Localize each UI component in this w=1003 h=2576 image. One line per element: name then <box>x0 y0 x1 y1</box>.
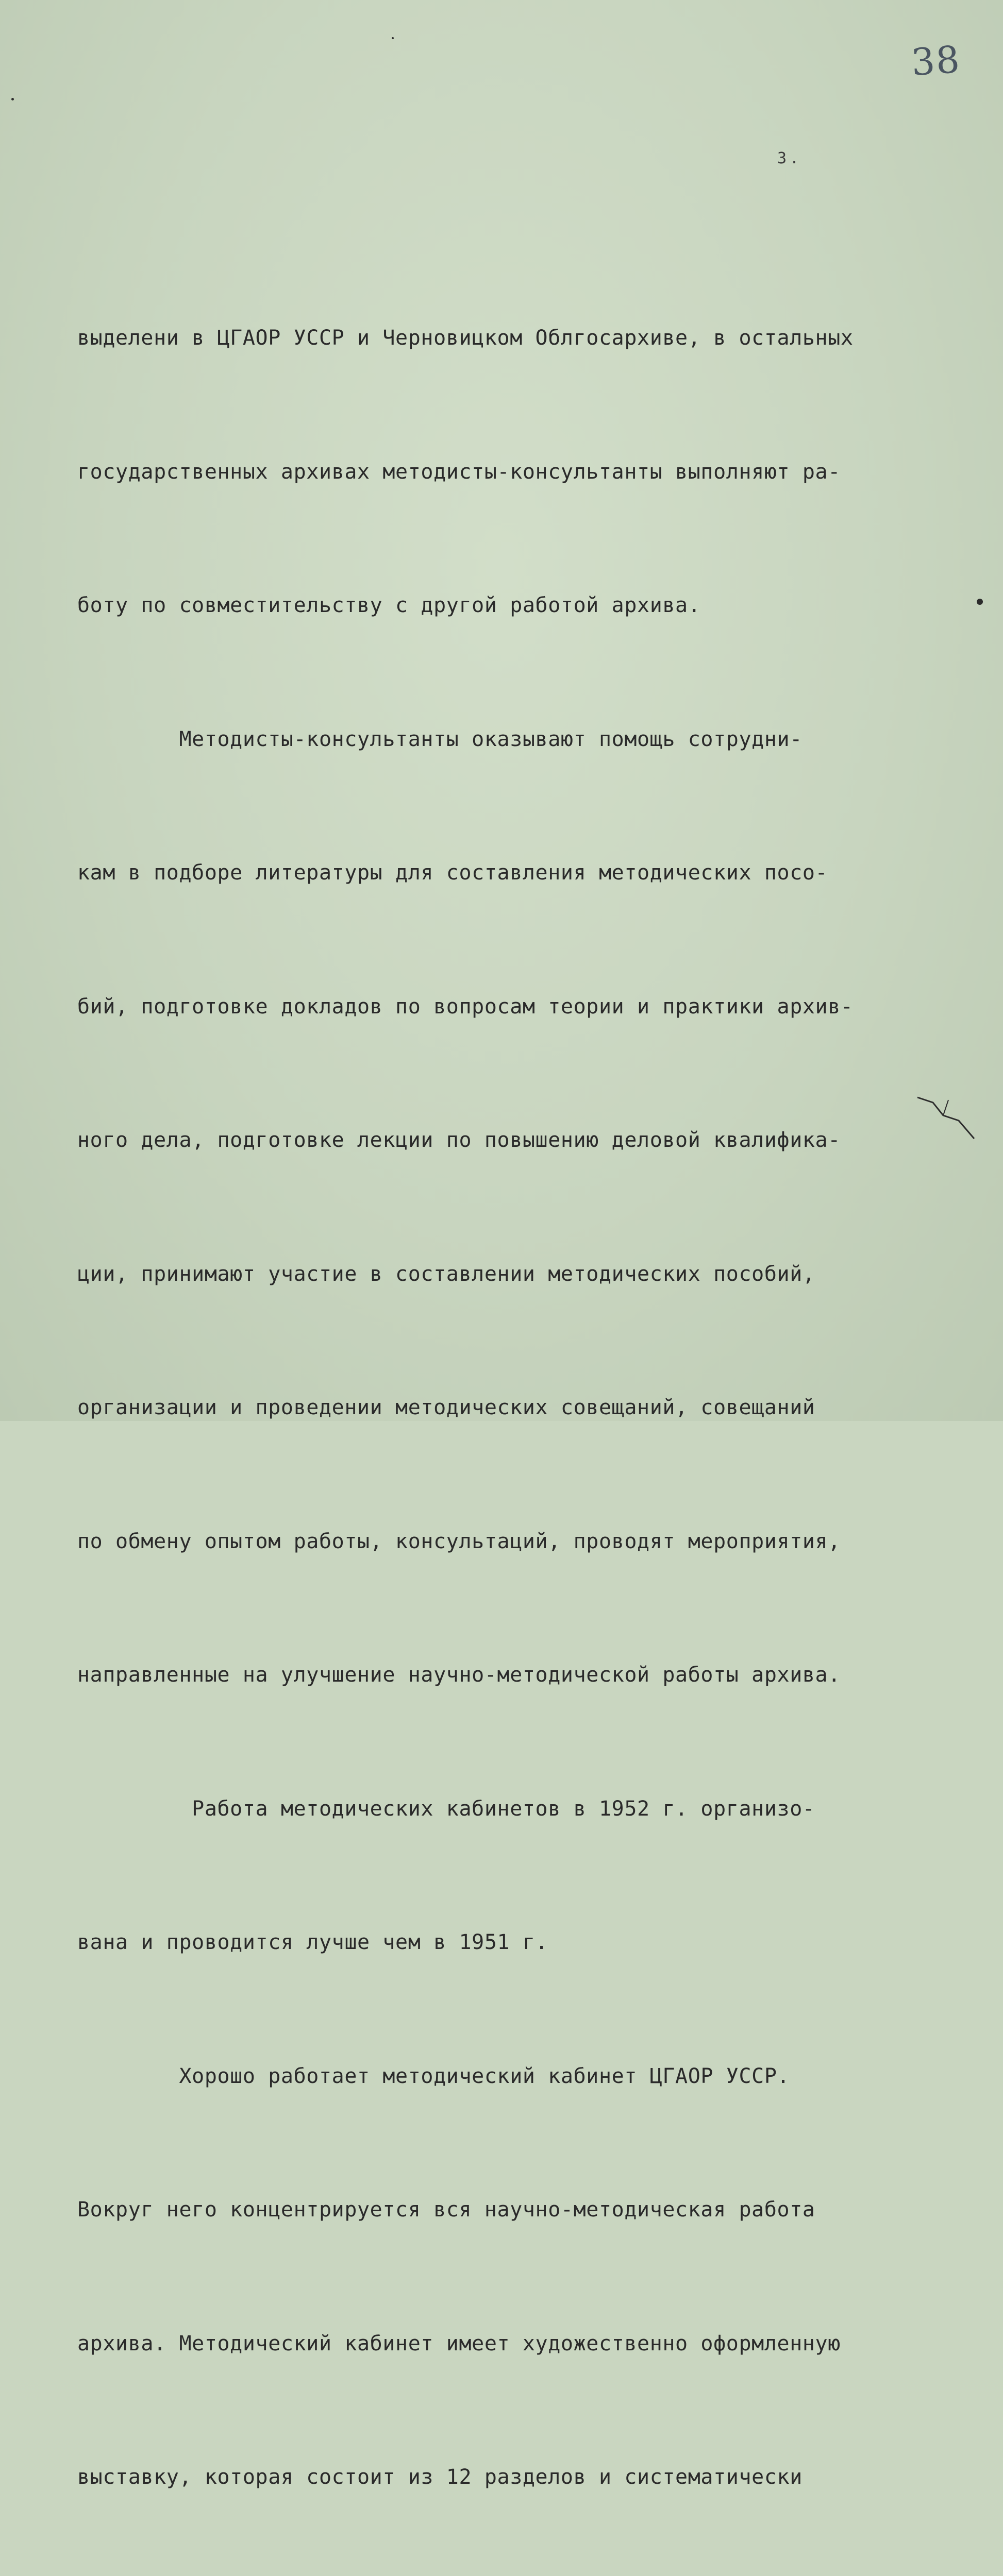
text-line: выделени в ЦГАОР УССР и Черновицком Облгосархиве, в остальных <box>77 326 854 350</box>
text-line: ного дела, подготовке лекции по повышению деловой квалифика- <box>77 1128 841 1152</box>
typewritten-body <box>77 227 954 2576</box>
paper-tear-mark <box>912 1087 984 1149</box>
ink-speck <box>977 599 983 605</box>
text-line: государственных архивах методисты-консультанты выполняют ра- <box>77 460 841 484</box>
text-line: архива. Методический кабинет имеет художественно оформленную <box>77 2331 841 2355</box>
ink-speck <box>392 37 394 39</box>
text-line: по обмену опытом работы, консультаций, проводят мероприятия, <box>77 1529 841 1553</box>
text-line: ции, принимают участие в составлении методических пособий, <box>77 1262 815 1286</box>
text-line: Методисты-консультанты оказывают помощь сотрудни- <box>77 727 803 751</box>
text-line: кам в подборе литературы для составления методических посо- <box>77 861 828 885</box>
text-line: бий, подготовке докладов по вопросам теории и практики архив- <box>77 994 854 1019</box>
text-line: Работа методических кабинетов в 1952 г. организо- <box>77 1797 815 1821</box>
text-line: направленные на улучшение научно-методической работы архива. <box>77 1663 841 1687</box>
ink-speck <box>11 98 14 100</box>
text-line: выставку, которая состоит из 12 разделов и систематически <box>77 2465 803 2489</box>
text-line: Хорошо работает методический кабинет ЦГАОР УССР. <box>77 2064 790 2088</box>
text-line: боту по совместительству с другой работой архива. <box>77 594 701 617</box>
text-line: вана и проводится лучше чем в 1951 г. <box>77 1930 548 1954</box>
text-line: Вокруг него концентрируется вся научно-методическая работа <box>77 2198 815 2222</box>
text-line: организации и проведении методических совещаний, совещаний <box>77 1396 815 1419</box>
page-number: 38 <box>910 37 962 84</box>
page-mark: 3. <box>777 149 803 167</box>
